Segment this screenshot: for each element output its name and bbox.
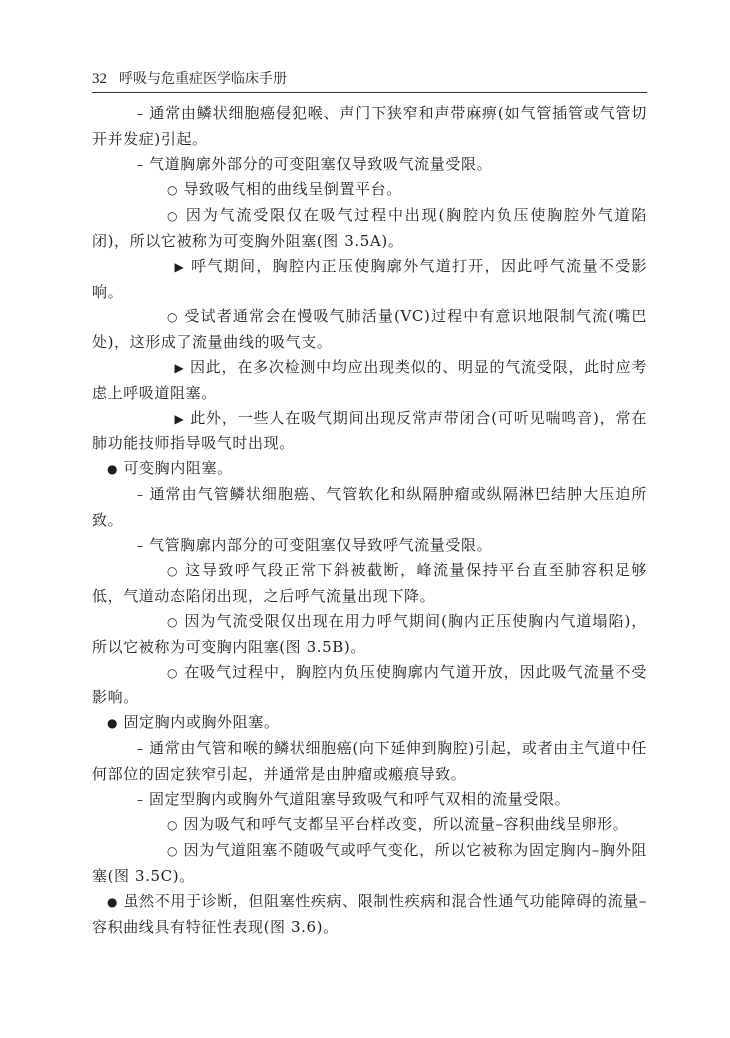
dash-marker: – xyxy=(137,792,144,807)
paragraph-text: 此外，一些人在吸气期间出现反常声带闭合(可听见喘鸣音)，常在肺功能技师指导吸气时出现。 xyxy=(92,408,647,453)
dash-marker: – xyxy=(137,157,144,172)
triangle-bullet-icon: ▶ xyxy=(174,259,186,274)
circle-bullet-icon: ○ xyxy=(167,183,179,198)
header-rule xyxy=(92,92,647,93)
paragraph-text: 呼气期间，胸腔内正压使胸廓外气道打开，因此呼气流量不受影响。 xyxy=(92,256,647,301)
circle-bullet-icon: ○ xyxy=(167,665,179,680)
circle-bullet-icon: ○ xyxy=(167,310,179,325)
circle-bullet-icon: ○ xyxy=(167,818,179,833)
paragraph-text: 导致吸气相的曲线呈倒置平台。 xyxy=(178,180,402,199)
book-title: 呼吸与危重症医学临床手册 xyxy=(119,71,287,87)
paragraph xyxy=(92,203,647,254)
page-number: 32 xyxy=(92,71,107,87)
paragraph-text: 因为气流受限仅在吸气过程中出现(胸腔内负压使胸腔外气道陷闭)，所以它被称为可变胸外阻塞(图 3.5A)。 xyxy=(92,206,647,250)
paragraph xyxy=(92,609,647,660)
triangle-bullet-icon: ▶ xyxy=(174,360,185,375)
paragraph-text: 因为气道阻塞不随吸气或呼气变化，所以它被称为固定胸内–胸外阻塞(图 3.5C)。 xyxy=(92,841,647,885)
paragraph-text: 固定胸内或胸外阻塞。 xyxy=(118,713,280,732)
paragraph xyxy=(92,660,647,711)
dash-marker: – xyxy=(137,107,144,121)
paragraph xyxy=(92,456,647,482)
dot-bullet-icon: ● xyxy=(107,716,119,731)
paragraph xyxy=(92,889,647,940)
dash-marker: – xyxy=(137,538,144,553)
paragraph xyxy=(92,101,647,152)
paragraph xyxy=(92,558,647,609)
paragraph xyxy=(92,304,647,355)
circle-bullet-icon: ○ xyxy=(167,209,180,224)
paragraph xyxy=(92,838,647,889)
paragraph-text: 通常由鳞状细胞癌侵犯喉、声门下狭窄和声带麻痹(如气管插管或气管切开并发症)引起。 xyxy=(92,104,647,148)
paragraph-text: 因此，在多次检测中均应出现类似的、明显的气流受限，此时应考虑上呼吸道阻塞。 xyxy=(92,357,647,402)
triangle-bullet-icon: ▶ xyxy=(174,411,185,426)
dash-marker: – xyxy=(137,741,144,756)
dot-bullet-icon: ● xyxy=(107,462,119,477)
paragraph-text: 气道胸廓外部分的可变阻塞仅导致吸气流量受限。 xyxy=(143,154,493,173)
paragraph-text: 因为吸气和呼气支都呈平台样改变，所以流量–容积曲线呈卵形。 xyxy=(178,815,629,834)
paragraph-text: 这导致呼气段正常下斜被截断，峰流量保持平台直至肺容积足够低，气道动态陷闭出现，之后呼气流量出现下降。 xyxy=(92,561,647,606)
paragraph-text: 通常由气管鳞状细胞癌、气管软化和纵隔肿瘤或纵隔淋巴结肿大压迫所致。 xyxy=(92,484,647,529)
paragraph xyxy=(92,406,647,457)
paragraph-text: 受试者通常会在慢吸气肺活量(VC)过程中有意识地限制气流(嘴巴处)，这形成了流量曲线的吸气支。 xyxy=(92,307,647,352)
paragraph-text: 因为气流受限仅出现在用力呼气期间(胸内正压使胸内气道塌陷)，所以它被称为可变胸内阻塞(图 3.5B)。 xyxy=(92,611,648,656)
page-body xyxy=(92,101,647,939)
paragraph-text: 固定型胸内或胸外气道阻塞导致吸气和呼气双相的流量受限。 xyxy=(143,789,571,808)
running-header xyxy=(92,68,647,94)
paragraph xyxy=(92,812,647,838)
paragraph xyxy=(92,482,647,533)
paragraph xyxy=(92,787,647,813)
paragraph-text: 在吸气过程中，胸腔内负压使胸廓内气道开放，因此吸气流量不受影响。 xyxy=(92,662,647,707)
paragraph xyxy=(92,710,647,736)
dot-bullet-icon: ● xyxy=(107,894,119,909)
paragraph xyxy=(92,254,647,305)
paragraph-text: 可变胸内阻塞。 xyxy=(118,459,233,478)
paragraph-text: 虽然不用于诊断，但阻塞性疾病、限制性疾病和混合性通气功能障碍的流量–容积曲线具有特征性表现(图 3.6)。 xyxy=(92,891,647,936)
paragraph xyxy=(92,736,647,787)
paragraph-text: 通常由气管和喉的鳞状细胞癌(向下延伸到胸腔)引起，或者由主气道中任何部位的固定狭窄引起，并通常是由肿瘤或瘢痕导致。 xyxy=(92,738,647,783)
circle-bullet-icon: ○ xyxy=(167,564,179,579)
paragraph xyxy=(92,355,647,406)
paragraph xyxy=(92,152,647,178)
paragraph xyxy=(92,177,647,203)
dash-marker: – xyxy=(137,487,144,502)
circle-bullet-icon: ○ xyxy=(167,844,179,859)
circle-bullet-icon: ○ xyxy=(167,614,179,629)
paragraph-text: 气管胸廓内部分的可变阻塞仅导致呼气流量受限。 xyxy=(143,535,493,554)
paragraph xyxy=(92,533,647,559)
